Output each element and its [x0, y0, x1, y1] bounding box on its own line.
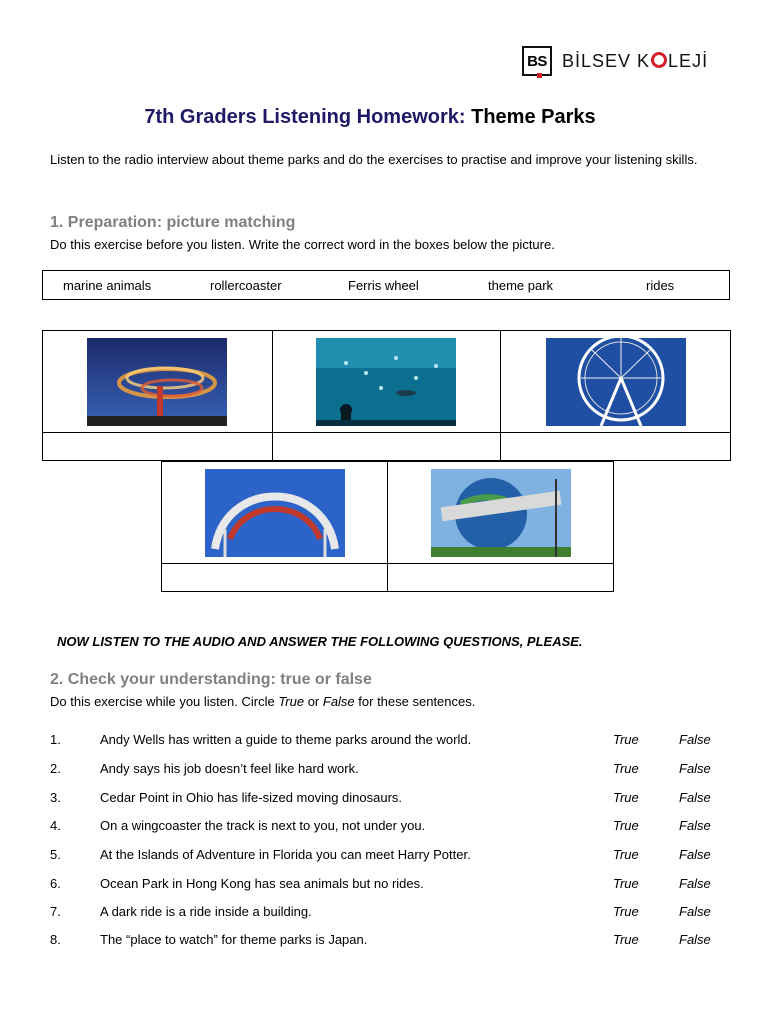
- question-row: [50, 876, 730, 896]
- question-number: 8.: [50, 932, 61, 947]
- picture-cell: [43, 331, 273, 433]
- true-option[interactable]: True: [613, 818, 639, 833]
- question-row: [50, 847, 730, 867]
- word-bank-item: marine animals: [63, 278, 152, 293]
- true-option[interactable]: True: [613, 847, 639, 862]
- answer-box[interactable]: [388, 564, 614, 592]
- true-option[interactable]: True: [613, 904, 639, 919]
- false-option[interactable]: False: [679, 790, 711, 805]
- ferris-wheel-picture: [546, 338, 686, 426]
- rides-picture: [87, 338, 227, 426]
- question-number: 1.: [50, 732, 61, 747]
- title-part2: Theme Parks: [471, 106, 596, 128]
- word-bank-item: Ferris wheel: [348, 278, 419, 293]
- picture-cell: [272, 331, 501, 433]
- word-bank: [42, 270, 730, 300]
- question-row: [50, 761, 730, 781]
- true-option[interactable]: True: [613, 761, 639, 776]
- word-bank-item: rides: [646, 278, 675, 293]
- instruction-text: or: [304, 694, 323, 709]
- section2-heading: 2. Check your understanding: true or false: [50, 671, 372, 688]
- question-text: Cedar Point in Ohio has life-sized moving dinosaurs.: [100, 790, 403, 805]
- question-text: Andy Wells has written a guide to theme parks around the world.: [100, 732, 472, 747]
- theme-park-picture: [431, 469, 571, 557]
- logo-mark-text: BS: [527, 52, 547, 70]
- answer-box[interactable]: [272, 433, 501, 461]
- true-option[interactable]: True: [613, 732, 639, 747]
- picture-cell: [162, 462, 388, 564]
- rollercoaster-picture: [205, 469, 345, 557]
- instruction-false: False: [322, 694, 355, 709]
- false-option[interactable]: False: [679, 761, 711, 776]
- section1-instruction: Do this exercise before you listen. Write the correct word in the boxes below the picture.: [50, 237, 555, 252]
- picture-cell: [388, 462, 614, 564]
- word-bank-item: rollercoaster: [210, 278, 282, 293]
- school-logo: [522, 46, 708, 76]
- answer-box[interactable]: [501, 433, 731, 461]
- question-row: [50, 818, 730, 838]
- true-option[interactable]: True: [613, 932, 639, 947]
- logo-name: [562, 51, 708, 72]
- intro-text: Listen to the radio interview about theme parks and do the exercises to practise and improve your listening skills.: [50, 152, 698, 167]
- question-number: 7.: [50, 904, 61, 919]
- question-row: [50, 904, 730, 924]
- question-number: 2.: [50, 761, 61, 776]
- question-row: [50, 790, 730, 810]
- question-text: The “place to watch” for theme parks is Japan.: [100, 932, 368, 947]
- false-option[interactable]: False: [679, 876, 711, 891]
- title-part1: 7th Graders Listening Homework:: [144, 106, 466, 128]
- logo-mark: [522, 46, 552, 76]
- false-option[interactable]: False: [679, 847, 711, 862]
- true-option[interactable]: True: [613, 790, 639, 805]
- answer-box[interactable]: [162, 564, 388, 592]
- true-option[interactable]: True: [613, 876, 639, 891]
- question-text: Ocean Park in Hong Kong has sea animals but no rides.: [100, 876, 424, 891]
- picture-grid-bottom: [161, 461, 614, 592]
- question-number: 5.: [50, 847, 61, 862]
- question-number: 3.: [50, 790, 61, 805]
- logo-ring-icon: [651, 52, 667, 68]
- instruction-text: for these sentences.: [354, 694, 476, 709]
- listen-instruction: NOW LISTEN TO THE AUDIO AND ANSWER THE FOLLOWING QUESTIONS, PLEASE.: [57, 634, 583, 649]
- picture-grid-top: [42, 330, 731, 461]
- question-number: 6.: [50, 876, 61, 891]
- question-text: At the Islands of Adventure in Florida you can meet Harry Potter.: [100, 847, 471, 862]
- page-title: [0, 106, 740, 129]
- instruction-text: Do this exercise while you listen. Circle: [50, 694, 279, 709]
- instruction-true: True: [278, 694, 305, 709]
- question-row: [50, 732, 730, 752]
- answer-box[interactable]: [43, 433, 273, 461]
- false-option[interactable]: False: [679, 818, 711, 833]
- false-option[interactable]: False: [679, 904, 711, 919]
- false-option[interactable]: False: [679, 932, 711, 947]
- marine-animals-picture: [316, 338, 456, 426]
- logo-red-dot: [537, 73, 542, 78]
- section1-heading: 1. Preparation: picture matching: [50, 214, 296, 231]
- logo-name-part1: BİLSEV K: [562, 50, 651, 71]
- logo-name-part2: LEJİ: [668, 50, 709, 71]
- word-bank-item: theme park: [488, 278, 554, 293]
- question-number: 4.: [50, 818, 61, 833]
- picture-cell: [501, 331, 731, 433]
- section2-instruction: [50, 694, 475, 709]
- false-option[interactable]: False: [679, 732, 711, 747]
- question-row: [50, 932, 730, 952]
- question-text: On a wingcoaster the track is next to you, not under you.: [100, 818, 426, 833]
- question-text: Andy says his job doesn’t feel like hard work.: [100, 761, 359, 776]
- question-text: A dark ride is a ride inside a building.: [100, 904, 312, 919]
